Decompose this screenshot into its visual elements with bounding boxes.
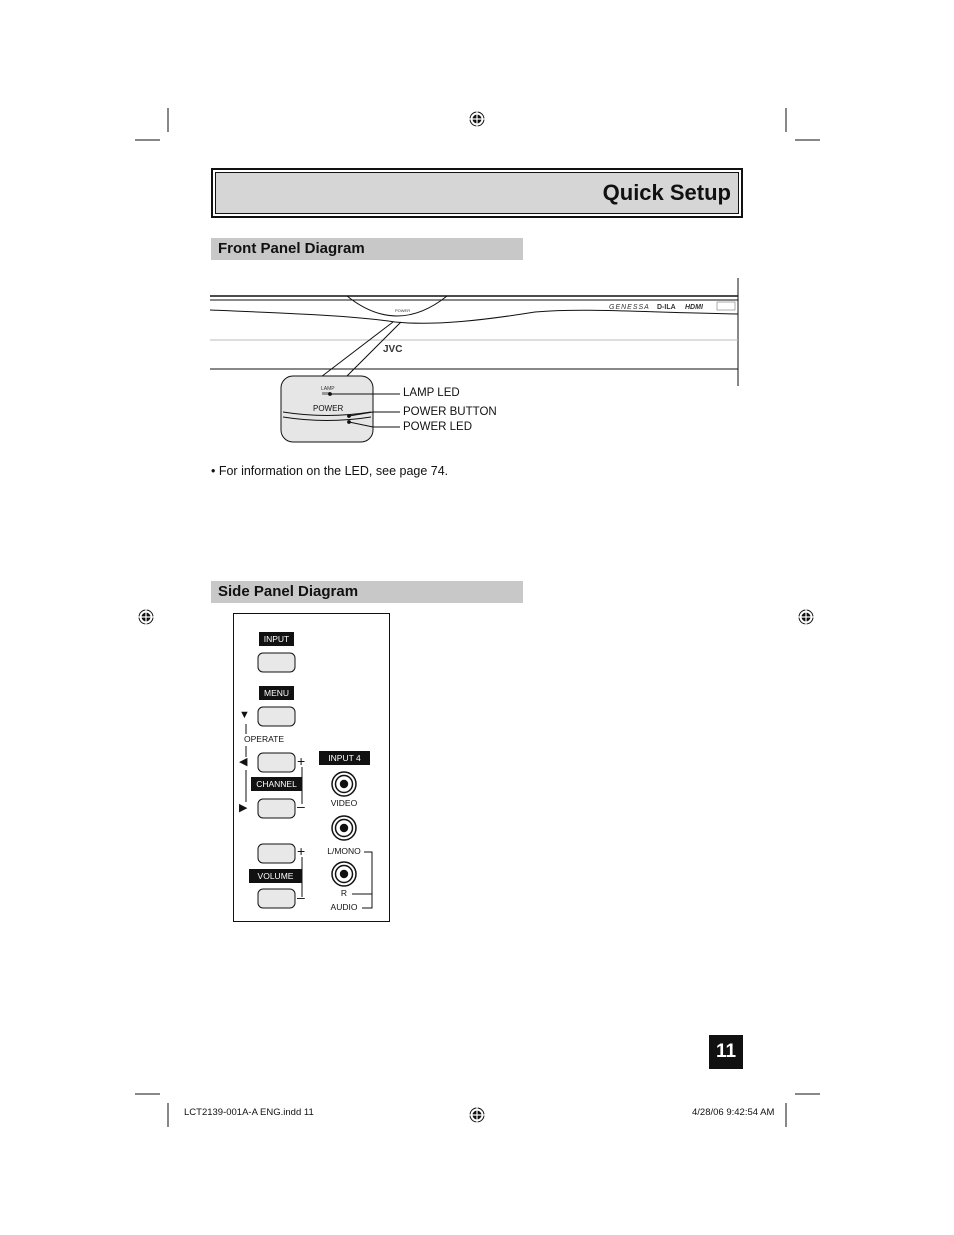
page-title: Quick Setup [602, 180, 731, 205]
input-button [258, 653, 295, 672]
left-arrow-icon: ◀ [239, 756, 248, 768]
input4-label: INPUT 4 [328, 753, 361, 763]
led-note: • For information on the LED, see page 74. [211, 464, 449, 478]
right-arrow-icon: ▶ [239, 802, 248, 814]
front-panel-heading-bar [211, 238, 523, 260]
menu-button [258, 707, 295, 726]
registration-mark-right [797, 608, 815, 626]
hdmi-logo: HDMI [685, 304, 703, 311]
audio-r-jack-icon [332, 862, 356, 886]
registration-mark-left [137, 608, 155, 626]
power-symbol-small: POWER [395, 308, 411, 313]
lmono-jack-label: L/MONO [327, 846, 361, 856]
volume-minus-label: – [297, 889, 305, 905]
callout-lamp-led: LAMP LED [403, 387, 460, 399]
input-button-label: INPUT [263, 634, 290, 644]
channel-up-shape [258, 753, 295, 772]
front-panel-heading: Front Panel Diagram [218, 240, 365, 257]
inset-lamp-label: LAMP [321, 386, 335, 392]
side-panel-diagram [233, 613, 390, 922]
registration-mark-top [468, 110, 486, 128]
operate-label: OPERATE [244, 734, 284, 744]
page-title-bar [211, 168, 743, 218]
channel-plus-label: + [297, 753, 306, 769]
registration-mark-bottom [468, 1106, 486, 1124]
jvc-logo: JVC [383, 344, 403, 355]
front-panel-diagram [205, 272, 750, 452]
page-number: 11 [709, 1035, 743, 1069]
down-arrow-icon: ▼ [239, 709, 250, 721]
badge-icon [717, 302, 735, 310]
channel-down-shape [258, 799, 295, 818]
channel-label: CHANNEL [256, 779, 297, 789]
r-jack-label: R [340, 888, 348, 898]
footer-timestamp: 4/28/06 9:42:54 AM [692, 1107, 775, 1118]
audio-l-jack-icon [332, 816, 356, 840]
volume-label: VOLUME [257, 871, 294, 881]
callout-power-button: POWER BUTTON [403, 406, 497, 418]
video-jack-icon [332, 772, 356, 796]
genessa-logo: GENESSA [609, 304, 650, 311]
footer-file: LCT2139-001A-A ENG.indd 11 [184, 1107, 314, 1118]
callout-power-led: POWER LED [403, 421, 473, 433]
inset-power-label: POWER [313, 404, 344, 413]
volume-down-shape [258, 889, 295, 908]
volume-up-shape [258, 844, 295, 863]
volume-plus-label: + [297, 843, 306, 859]
video-jack-label: VIDEO [330, 798, 358, 808]
audio-label: AUDIO [330, 902, 358, 912]
side-panel-heading-bar [211, 581, 523, 603]
menu-button-label: MENU [263, 688, 290, 698]
channel-minus-label: – [297, 798, 305, 814]
side-panel-heading: Side Panel Diagram [218, 583, 359, 600]
dila-logo: D-ILA [657, 304, 676, 311]
